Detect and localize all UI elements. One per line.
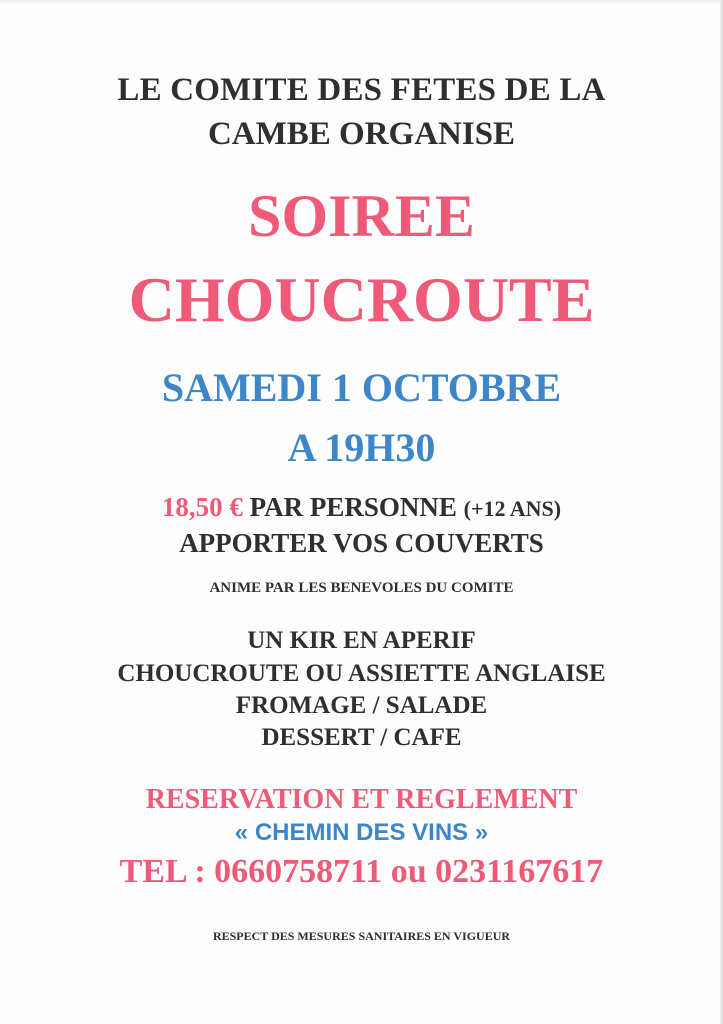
price-line [0, 494, 723, 521]
price-amount: 18,50 € [161, 492, 243, 522]
reservation-place: « CHEMIN DES VINS » [234, 819, 489, 846]
price-per-person: PAR PERSONNE [249, 492, 457, 522]
header-line-1: LE COMITE DES FETES DE LA [117, 72, 606, 108]
bring-cutlery-notice: APPORTER VOS COUVERTS [179, 528, 544, 558]
event-time: A 19H30 [287, 425, 436, 470]
reservation-title: RESERVATION ET REGLEMENT [145, 784, 578, 815]
menu-item: DESSERT / CAFE [261, 724, 462, 751]
event-date: SAMEDI 1 OCTOBRE [161, 365, 562, 410]
menu-item: FROMAGE / SALADE [235, 692, 488, 719]
menu-item: UN KIR EN APERIF [247, 627, 476, 654]
price-age-condition: (+12 ANS) [463, 496, 562, 521]
reservation-phone: TEL : 0660758711 ou 0231167617 [119, 853, 604, 890]
header-line-2: CAMBE ORGANISE [207, 116, 516, 152]
animated-by-notice: ANIME PAR LES BENEVOLES DU COMITE [209, 580, 514, 596]
scan-top-shadow [0, 0, 723, 4]
event-title-line-1: SOIREE [248, 183, 475, 249]
menu-item: CHOUCROUTE OU ASSIETTE ANGLAISE [117, 660, 606, 687]
event-title-line-2: CHOUCROUTE [128, 264, 595, 335]
sanitary-notice: RESPECT DES MESURES SANITAIRES EN VIGUEUR [212, 929, 511, 943]
